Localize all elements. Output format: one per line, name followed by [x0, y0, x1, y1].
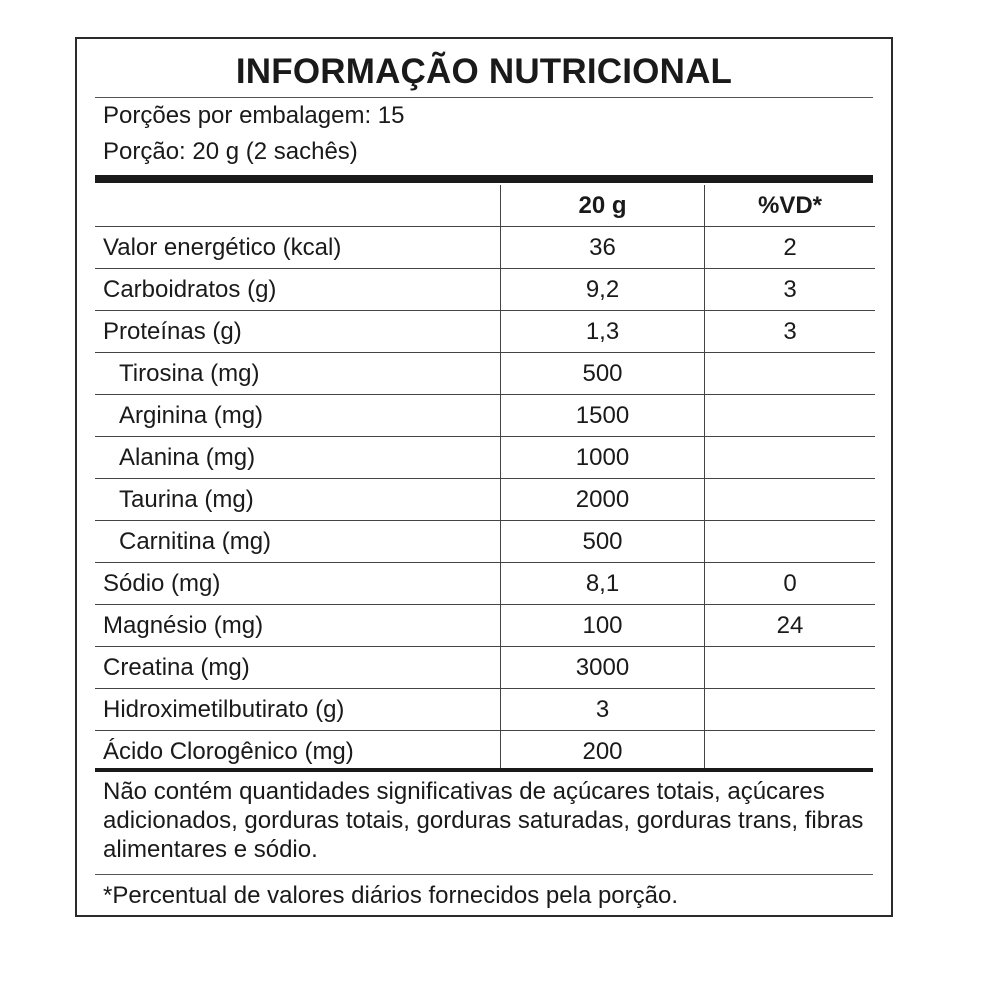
header-name — [95, 185, 501, 227]
nutrient-amount: 1,3 — [501, 311, 705, 353]
table-row — [95, 563, 875, 605]
nutrient-name: Carboidratos (g) — [95, 269, 501, 311]
nutrient-name: Taurina (mg) — [95, 479, 501, 521]
table-row — [95, 605, 875, 647]
divider — [95, 97, 873, 98]
nutrient-name: Proteínas (g) — [95, 311, 501, 353]
table-row — [95, 479, 875, 521]
label-title: INFORMAÇÃO NUTRICIONAL — [235, 52, 733, 91]
table-row — [95, 647, 875, 689]
nutrient-vd — [705, 689, 876, 731]
nutrition-facts-label — [75, 37, 893, 917]
header-amount: 20 g — [501, 185, 705, 227]
nutrient-vd — [705, 521, 876, 563]
nutrient-vd — [705, 353, 876, 395]
nutrient-amount: 500 — [501, 353, 705, 395]
nutrient-amount: 36 — [501, 227, 705, 269]
nutrient-name: Hidroximetilbutirato (g) — [95, 689, 501, 731]
nutrient-amount: 8,1 — [501, 563, 705, 605]
nutrient-vd — [705, 647, 876, 689]
servings-per-package: Porções por embalagem: 15 — [103, 102, 405, 129]
nutrient-name: Sódio (mg) — [95, 563, 501, 605]
nutrient-vd: 0 — [705, 563, 876, 605]
nutrition-table — [95, 185, 875, 772]
nutrient-name: Arginina (mg) — [95, 395, 501, 437]
table-row — [95, 395, 875, 437]
nutrient-amount: 3000 — [501, 647, 705, 689]
nutrient-vd — [705, 479, 876, 521]
nutrient-name: Tirosina (mg) — [95, 353, 501, 395]
table-row — [95, 437, 875, 479]
nutrient-amount: 1000 — [501, 437, 705, 479]
nutrient-amount: 9,2 — [501, 269, 705, 311]
table-row — [95, 689, 875, 731]
nutrient-name: Alanina (mg) — [95, 437, 501, 479]
not-significant-note: Não contém quantidades significativas de açúcares totais, açúcares adicionados, gorduras totais, gorduras saturadas, gorduras trans, fibras alimentares e sódio. — [103, 778, 864, 863]
nutrient-vd: 3 — [705, 269, 876, 311]
table-row — [95, 311, 875, 353]
thick-divider — [95, 768, 873, 772]
header-vd: %VD* — [705, 185, 876, 227]
nutrient-vd: 3 — [705, 311, 876, 353]
table-row — [95, 269, 875, 311]
nutrient-vd — [705, 437, 876, 479]
nutrient-amount: 100 — [501, 605, 705, 647]
nutrient-vd — [705, 731, 876, 773]
table-row — [95, 731, 875, 773]
nutrient-name: Ácido Clorogênico (mg) — [103, 737, 354, 765]
nutrient-vd: 24 — [705, 605, 876, 647]
divider — [95, 874, 873, 875]
serving-size: Porção: 20 g (2 sachês) — [103, 138, 358, 165]
table-row — [95, 521, 875, 563]
nutrient-amount: 1500 — [501, 395, 705, 437]
nutrient-name: Valor energético (kcal) — [95, 227, 501, 269]
nutrient-name: Magnésio (mg) — [95, 605, 501, 647]
table-row — [95, 353, 875, 395]
vd-footnote: *Percentual de valores diários fornecidos pela porção. — [103, 882, 679, 909]
nutrient-vd: 2 — [705, 227, 876, 269]
nutrient-name: Creatina (mg) — [95, 647, 501, 689]
nutrient-name: Carnitina (mg) — [95, 521, 501, 563]
nutrient-amount: 3 — [501, 689, 705, 731]
nutrient-vd — [705, 395, 876, 437]
table-header-row — [95, 185, 875, 227]
thick-divider — [95, 175, 873, 183]
nutrient-amount: 200 — [501, 731, 705, 773]
table-row — [95, 227, 875, 269]
nutrient-amount: 2000 — [501, 479, 705, 521]
nutrient-amount: 500 — [501, 521, 705, 563]
